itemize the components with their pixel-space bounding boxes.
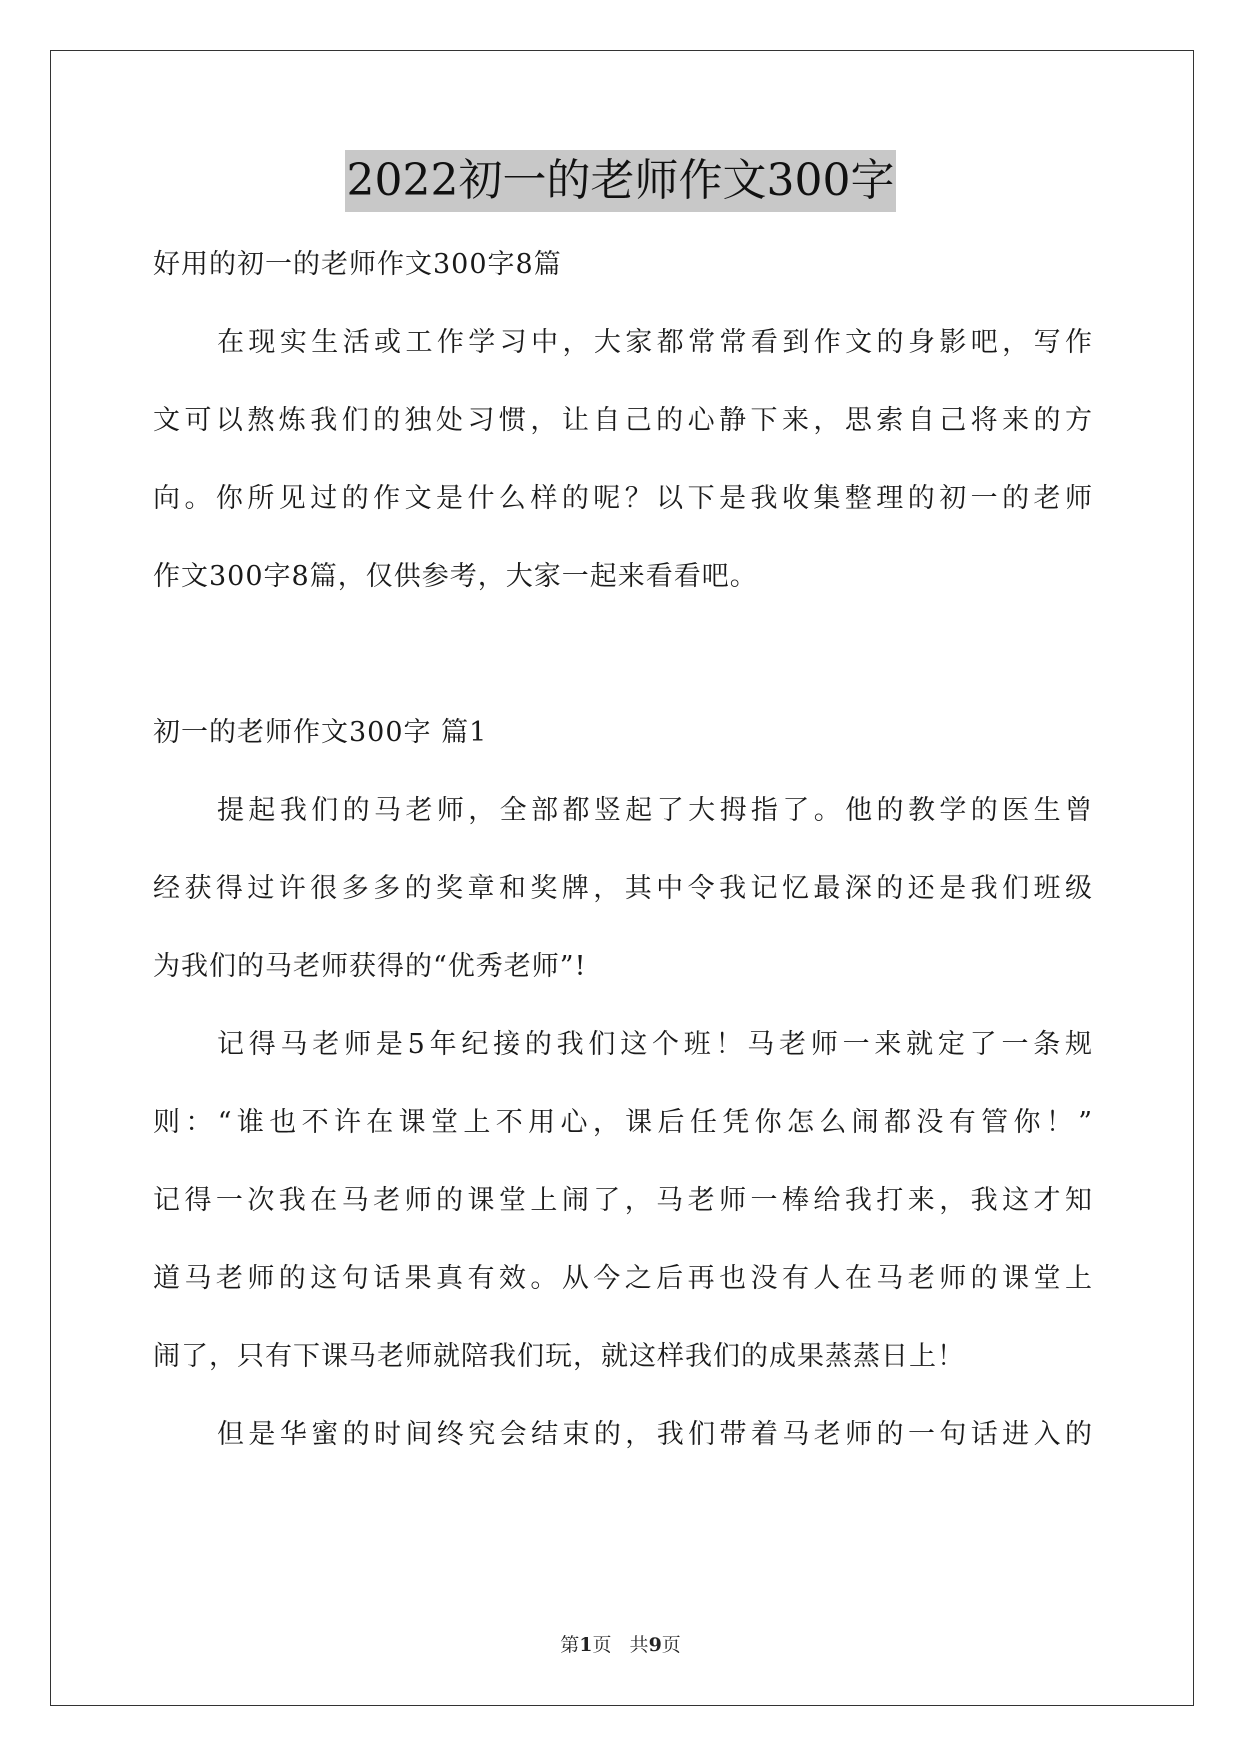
page-footer [0,1630,1241,1657]
intro-line: 在现实生活或工作学习中，大家都常常看到作文的身影吧，写作 [217,327,1093,358]
document-subtitle: 好用的初一的老师作文300字8篇 [153,249,562,280]
intro-line: 向。你所见过的作文是什么样的呢？以下是我收集整理的初一的老师 [153,483,1093,514]
intro-line: 文可以熬炼我们的独处习惯，让自己的心静下来，思索自己将来的方 [153,405,1093,436]
section-heading: 初一的老师作文300字 篇1 [153,717,488,748]
paragraph-line: 闹了，只有下课马老师就陪我们玩，就这样我们的成果蒸蒸日上！ [153,1341,965,1372]
paragraph-line: 为我们的马老师获得的“优秀老师”! [153,951,587,982]
section-spacer [153,616,1093,694]
paragraph-line: 道马老师的这句话果真有效。从今之后再也没有人在马老师的课堂上 [153,1263,1093,1294]
paragraph-line: 记得马老师是5年纪接的我们这个班！马老师一来就定了一条规 [217,1029,1093,1060]
page-number-suffix: 页 [661,1634,681,1656]
paragraph-line: 记得一次我在马老师的课堂上闹了，马老师一棒给我打来，我这才知 [153,1185,1093,1216]
paragraph-line: 但是华蜜的时间终究会结束的，我们带着马老师的一句话进入的 [217,1419,1093,1450]
page-number-mid: 页 共 [592,1634,649,1656]
document-title: 2022初一的老师作文300字 [345,150,897,212]
page-number-prefix: 第 [560,1634,580,1656]
intro-line: 作文300字8篇，仅供参考，大家一起来看看吧。 [153,561,758,592]
title-container [0,150,1241,212]
paragraph-line: 则：“谁也不许在课堂上不用心，课后任凭你怎么闹都没有管你！” [153,1107,1093,1138]
paragraph-line: 经获得过许很多多的奖章和奖牌，其中令我记忆最深的还是我们班级 [153,873,1093,904]
page-number-current: 1 [579,1634,593,1656]
page-number-total: 9 [648,1634,662,1656]
document-body [153,226,1093,1474]
paragraph-line: 提起我们的马老师，全部都竖起了大拇指了。他的教学的医生曾 [217,795,1093,826]
